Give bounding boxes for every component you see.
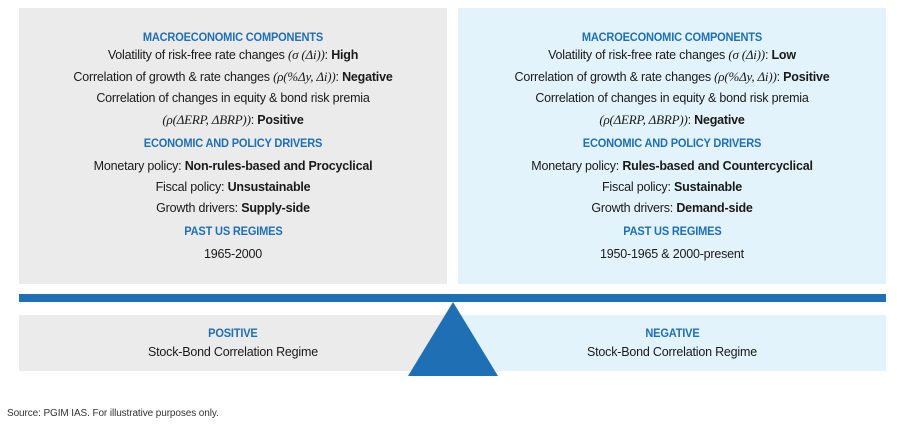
right-regimes-header: PAST US REGIMES <box>622 224 722 238</box>
positive-regime-subtitle: Stock-Bond Correlation Regime <box>148 344 318 359</box>
right-volatility-line: Volatility of risk-free rate changes (σ (Δi)): Low <box>548 47 796 62</box>
fulcrum-triangle-icon <box>408 302 498 376</box>
positive-regime-box <box>19 315 447 371</box>
left-panel <box>19 8 447 284</box>
left-regimes-header: PAST US REGIMES <box>183 224 283 238</box>
left-premia-correlation-formula-line: (ρ(ΔERP, ΔBRP)): Positive <box>162 112 304 127</box>
right-policy-header: ECONOMIC AND POLICY DRIVERS <box>582 136 762 150</box>
left-macro-header: MACROECONOMIC COMPONENTS <box>142 30 324 44</box>
left-volatility-line: Volatility of risk-free rate changes (σ (Δi)): High <box>107 47 359 62</box>
right-premia-correlation-formula-line: (ρ(ΔERP, ΔBRP)): Negative <box>599 112 745 127</box>
left-monetary-policy-line: Monetary policy: Non-rules-based and Procyclical <box>93 159 373 173</box>
seesaw-beam <box>19 294 886 302</box>
positive-regime-title: POSITIVE <box>208 325 258 340</box>
right-premia-correlation-line: Correlation of changes in equity & bond risk premia <box>535 91 809 105</box>
right-macro-header: MACROECONOMIC COMPONENTS <box>581 30 763 44</box>
left-fiscal-policy-line: Fiscal policy: Unsustainable <box>155 180 311 194</box>
right-growth-correlation-line: Correlation of growth & rate changes (ρ(%Δy, Δi)): Positive <box>514 69 830 84</box>
left-growth-correlation-line: Correlation of growth & rate changes (ρ(%Δy, Δi)): Negative <box>73 69 393 84</box>
left-premia-correlation-line: Correlation of changes in equity & bond risk premia <box>96 91 370 105</box>
right-growth-drivers-line: Growth drivers: Demand-side <box>591 201 753 215</box>
right-panel <box>458 8 886 284</box>
left-regimes-value: 1965-2000 <box>204 247 262 261</box>
negative-regime-subtitle: Stock-Bond Correlation Regime <box>587 344 757 359</box>
negative-regime-box <box>458 315 886 371</box>
negative-regime-title: NEGATIVE <box>644 325 700 340</box>
source-note: Source: PGIM IAS. For illustrative purposes only. <box>7 408 219 419</box>
left-growth-drivers-line: Growth drivers: Supply-side <box>156 201 310 215</box>
right-regimes-value: 1950-1965 & 2000-present <box>600 247 744 261</box>
right-monetary-policy-line: Monetary policy: Rules-based and Countercyclical <box>531 159 813 173</box>
right-fiscal-policy-line: Fiscal policy: Sustainable <box>602 180 742 194</box>
left-policy-header: ECONOMIC AND POLICY DRIVERS <box>143 136 323 150</box>
